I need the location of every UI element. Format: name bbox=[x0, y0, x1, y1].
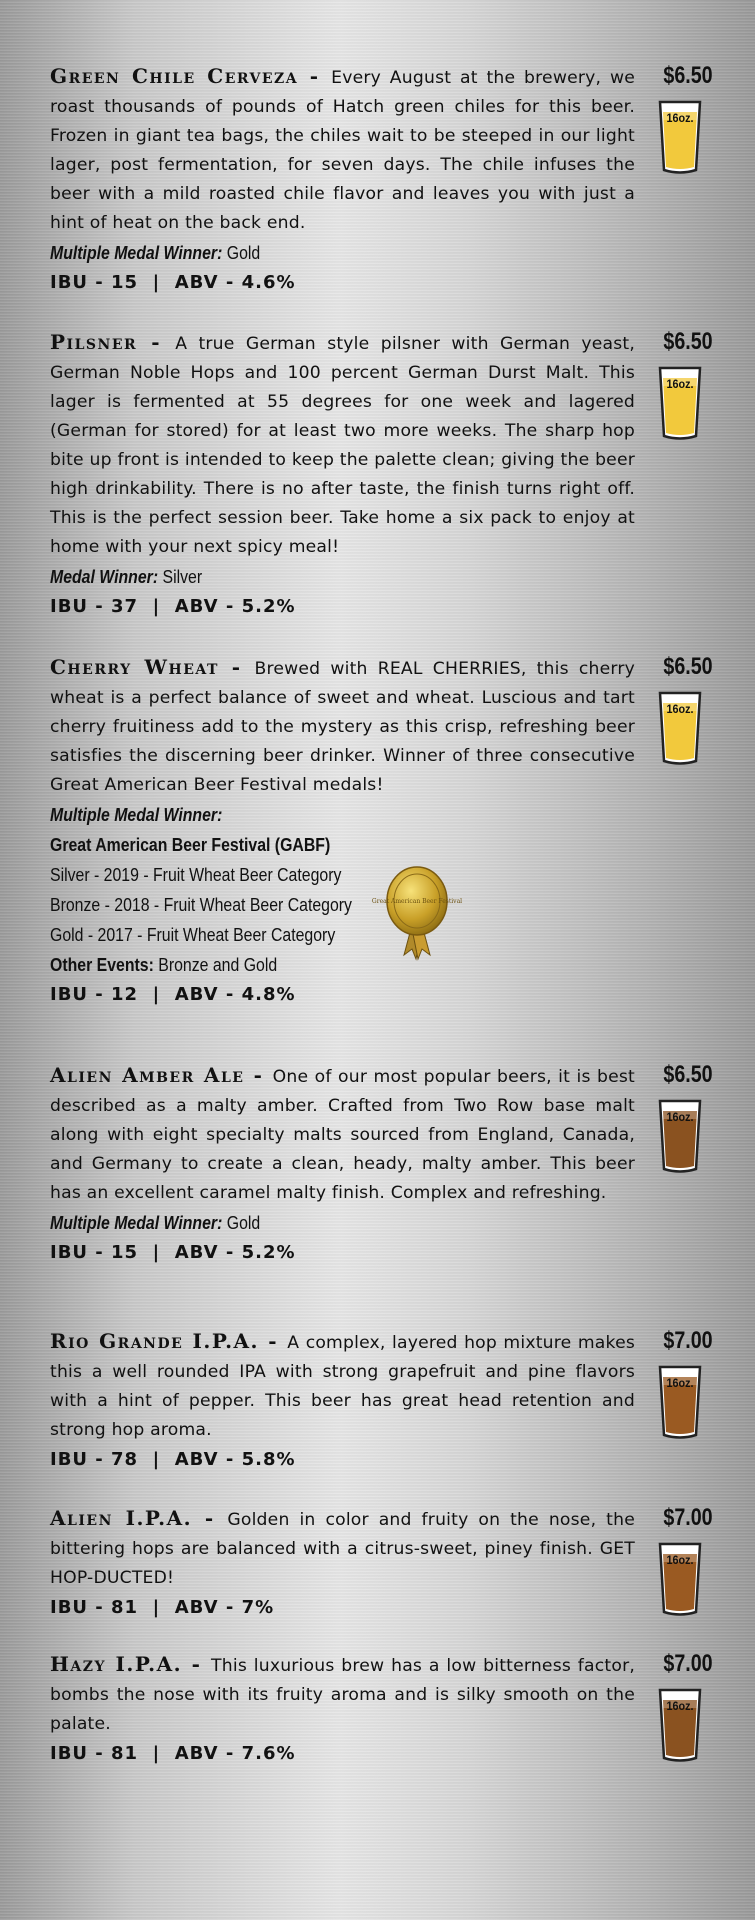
pint-glass-icon bbox=[655, 1361, 705, 1441]
beer-name: Green Chile Cerveza bbox=[50, 64, 299, 88]
medal-line bbox=[50, 800, 644, 830]
beer-stats: IBU - 12 | ABV - 4.8% bbox=[50, 984, 296, 1005]
glass-size-label: 16oz. bbox=[666, 378, 694, 392]
beer-stats: IBU - 81 | ABV - 7% bbox=[50, 1597, 275, 1618]
beer-stats: IBU - 15 | ABV - 5.2% bbox=[50, 1242, 296, 1263]
glass-size-label: 16oz. bbox=[666, 112, 694, 126]
beer-description-text: A complex, layered hop mixture makes this a well rounded IPA with strong grapefruit and pine flavors with a hint of pepper. This beer has great head retention and strong hop aroma. bbox=[50, 1333, 635, 1440]
other-events-label: Other Events: bbox=[50, 955, 154, 975]
beer-item-rio-grande-ipa bbox=[50, 1327, 725, 1475]
other-events-value: Bronze and Gold bbox=[158, 955, 278, 975]
beer-description-text: Golden in color and fruity on the nose, the bittering hops are balanced with a citrus-sweet, piney finish. GET HOP-DUCTED! bbox=[50, 1510, 635, 1588]
beer-name: Alien Amber Ale bbox=[50, 1063, 245, 1087]
beer-description-text: This luxurious brew has a low bitterness factor, bombs the nose with its fruity aroma and is silky smooth on the palate. bbox=[50, 1656, 636, 1734]
beer-stats: IBU - 78 | ABV - 5.8% bbox=[50, 1449, 296, 1470]
medal-label: Medal Winner: bbox=[50, 567, 159, 587]
pint-glass-icon bbox=[655, 1538, 705, 1618]
beer-description: Rio Grande I.P.A. - A complex, layered hop mixture makes this a well rounded IPA with strong grapefruit and pine flavors with a hint of pepper. This beer has great head retention and strong hop aroma. bbox=[50, 1329, 635, 1440]
beer-stats: IBU - 15 | ABV - 4.6% bbox=[50, 272, 296, 293]
award-line: Bronze - 2018 - Fruit Wheat Beer Category bbox=[50, 895, 352, 915]
medal-label: Multiple Medal Winner: bbox=[50, 805, 223, 825]
beer-description-text: Brewed with REAL CHERRIES, this cherry wheat is a perfect balance of sweet and wheat. Luscious and tart cherry fruitiness add to the mystery as this crisp, refreshing beer satisfies the discerning beer drinker. Winner of three consecutive Great American Beer Festival medals! bbox=[50, 659, 635, 795]
beer-description-text: One of our most popular beers, it is best described as a malty amber. Crafted from Two Row base malt along with eight specialty malts sourced from England, Canada, and Germany to create a clean, heady, malty amber. This beer has an excellent caramel malty finish. Complex and refreshing. bbox=[50, 1067, 636, 1203]
beer-description: Alien Amber Ale - One of our most popular beers, it is best described as a malty amber. Crafted from Two Row base malt along with eight specialty malts sourced from England, Canada, and Germany to create a clean, heady, malty amber. This beer has an excellent caramel malty finish. Complex and refreshing. bbox=[50, 1063, 636, 1203]
beer-description: Green Chile Cerveza - Every August at the brewery, we roast thousands of pounds of Hatch green chiles for this beer. Frozen in giant tea bags, the chiles wait to be steeped in our light lager, post fermentation, for seven days. The chile infuses the beer with a mild roasted chile flavor and leaves you with just a hint of heat on the back end. bbox=[50, 64, 636, 233]
beer-stats: IBU - 37 | ABV - 5.2% bbox=[50, 596, 296, 617]
beer-description: Alien I.P.A. - Golden in color and fruity on the nose, the bittering hops are balanced with a citrus-sweet, piney finish. GET HOP-DUCTED! bbox=[50, 1506, 635, 1588]
pint-glass-icon bbox=[655, 362, 705, 442]
price-label: $7.00 bbox=[663, 1327, 713, 1354]
gabf-badge-text: Great American Beer Festival bbox=[371, 898, 463, 905]
beer-name: Rio Grande I.P.A. bbox=[50, 1329, 260, 1353]
beer-description-text: Every August at the brewery, we roast thousands of pounds of Hatch green chiles for this beer. Frozen in giant tea bags, the chiles wait to be steeped in our light lager, post fermentation, for seven days. The chile infuses the beer with a mild roasted chile flavor and leaves you with just a hint of heat on the back end. bbox=[50, 68, 636, 233]
price-label: $6.50 bbox=[663, 328, 713, 355]
pint-glass-icon bbox=[655, 1684, 705, 1764]
medal-value: Silver bbox=[162, 567, 203, 587]
gabf-title bbox=[50, 830, 644, 860]
glass-size-label: 16oz. bbox=[666, 1700, 694, 1714]
beer-item-green-chile-cerveza bbox=[50, 62, 725, 298]
beer-item-hazy-ipa bbox=[50, 1650, 725, 1769]
beer-item-alien-ipa bbox=[50, 1504, 725, 1623]
medal-label: Multiple Medal Winner: bbox=[50, 243, 223, 263]
beer-name: Alien I.P.A. bbox=[50, 1506, 193, 1530]
beer-item-pilsner bbox=[50, 328, 725, 622]
medal-value: Gold bbox=[226, 243, 261, 263]
beer-name: Cherry Wheat bbox=[50, 655, 219, 679]
beer-description: Hazy I.P.A. - This luxurious brew has a low bitterness factor, bombs the nose with its fruity aroma and is silky smooth on the palate. bbox=[50, 1652, 636, 1734]
glass-size-label: 16oz. bbox=[666, 1111, 694, 1125]
beer-item-cherry-wheat bbox=[50, 653, 725, 1010]
pint-glass-icon bbox=[655, 687, 705, 767]
medal-line bbox=[50, 1208, 644, 1238]
price-label: $6.50 bbox=[663, 1061, 713, 1088]
beer-item-alien-amber-ale bbox=[50, 1061, 725, 1268]
other-events-line bbox=[50, 950, 644, 980]
award-line: Gold - 2017 - Fruit Wheat Beer Category bbox=[50, 925, 336, 945]
award-line: Silver - 2019 - Fruit Wheat Beer Category bbox=[50, 865, 342, 885]
beer-description: Pilsner - A true German style pilsner with German yeast, German Noble Hops and 100 percent German Durst Malt. This lager is fermented at 55 degrees for one week and lagered (German for stored) for at least two more weeks. The sharp hop bite up front is intended to keep the palette clean; giving the beer high drinkability. There is no after taste, the finish turns right off. This is the perfect session beer. Take home a six pack to enjoy at home with your next spicy meal! bbox=[50, 330, 635, 557]
gabf-title-text: Great American Beer Festival (GABF) bbox=[50, 835, 331, 855]
medal-line bbox=[50, 238, 644, 268]
medal-label: Multiple Medal Winner: bbox=[50, 1213, 223, 1233]
gabf-medal-icon bbox=[371, 863, 463, 963]
beer-name: Pilsner bbox=[50, 330, 138, 354]
price-label: $7.00 bbox=[663, 1504, 713, 1531]
beer-description: Cherry Wheat - Brewed with REAL CHERRIES, this cherry wheat is a perfect balance of sweet and wheat. Luscious and tart cherry fruitiness add to the mystery as this crisp, refreshing beer satisfies the discerning beer drinker. Winner of three consecutive Great American Beer Festival medals! bbox=[50, 655, 635, 795]
beer-stats: IBU - 81 | ABV - 7.6% bbox=[50, 1743, 296, 1764]
price-label: $6.50 bbox=[663, 62, 713, 89]
medal-line bbox=[50, 562, 644, 592]
beer-name: Hazy I.P.A. bbox=[50, 1652, 183, 1676]
glass-size-label: 16oz. bbox=[666, 1377, 694, 1391]
pint-glass-icon bbox=[655, 1095, 705, 1175]
price-label: $6.50 bbox=[663, 653, 713, 680]
beer-description-text: A true German style pilsner with German yeast, German Noble Hops and 100 percent German Durst Malt. This lager is fermented at 55 degrees for one week and lagered (German for stored) for at least two more weeks. The sharp hop bite up front is intended to keep the palette clean; giving the beer high drinkability. There is no after taste, the finish turns right off. This is the perfect session beer. Take home a six pack to enjoy at home with your next spicy meal! bbox=[50, 334, 635, 557]
glass-size-label: 16oz. bbox=[666, 703, 694, 717]
medal-value: Gold bbox=[226, 1213, 261, 1233]
glass-size-label: 16oz. bbox=[666, 1554, 694, 1568]
price-label: $7.00 bbox=[663, 1650, 713, 1677]
pint-glass-icon bbox=[655, 96, 705, 176]
